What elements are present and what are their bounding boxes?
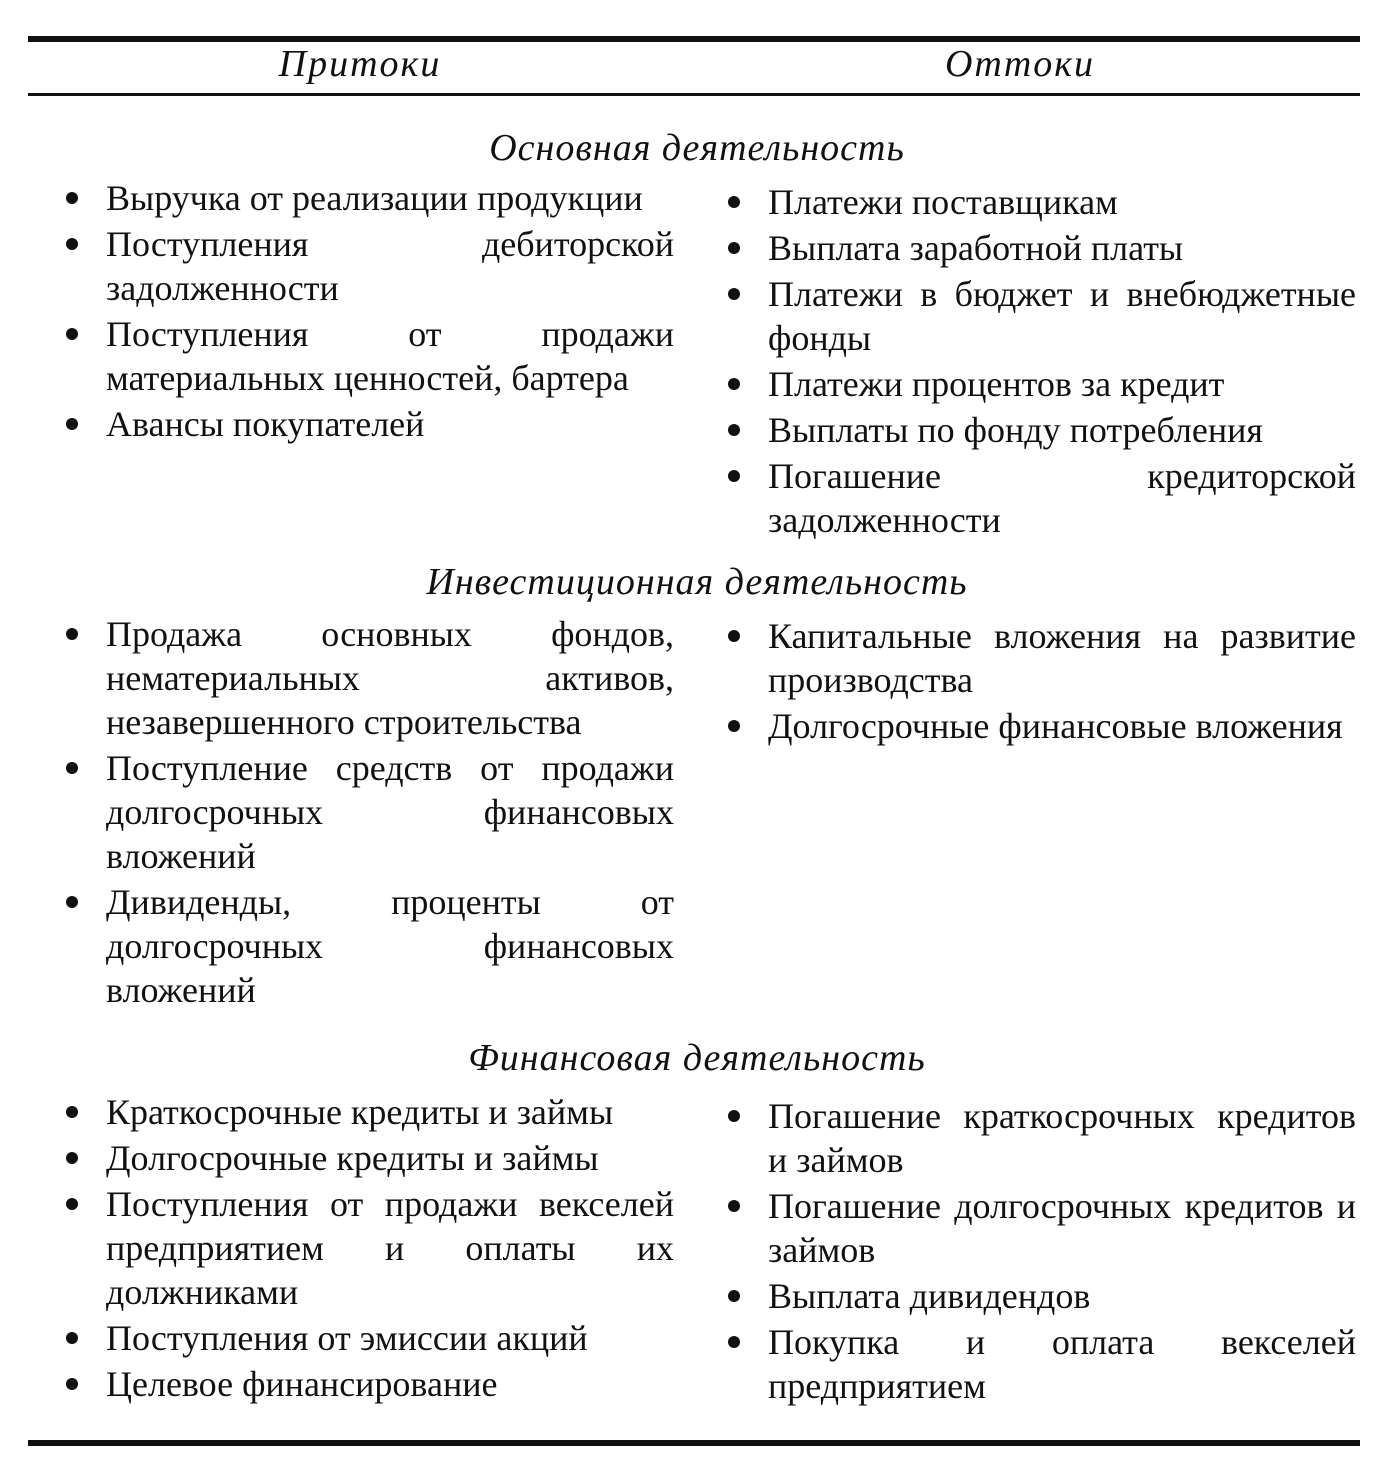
list-item [44,880,674,1012]
bullet-icon [66,896,78,908]
bottom-rule [28,1440,1360,1446]
list-item [706,272,1356,360]
bullet-icon [728,630,740,642]
item-text: Поступления от продажи векселей предприятием и оплаты их должниками [106,1184,674,1312]
list-item [44,746,674,878]
item-text: Выплата заработной платы [768,228,1184,268]
column-header-outflows: Оттоки [944,43,1096,85]
bullet-icon [728,1200,740,1212]
list-item [44,312,674,400]
list-item [706,614,1356,702]
item-text: Авансы покупателей [106,404,425,444]
bullet-icon [728,288,740,300]
bullet-icon [66,192,78,204]
list-item [44,402,674,446]
item-text: Поступления от продажи материальных ценностей, бартера [106,314,674,398]
bullet-icon [66,1106,78,1118]
list-item [706,454,1356,542]
list-item [44,1316,674,1360]
item-text: Платежи процентов за кредит [768,364,1225,404]
item-text: Платежи поставщикам [768,182,1118,222]
bullet-icon [728,196,740,208]
bullet-icon [66,762,78,774]
investing-outflows-list [706,614,1356,750]
list-item [44,1136,674,1180]
item-text: Погашение кредиторской задолженности [768,456,1356,540]
bullet-icon [728,1290,740,1302]
financing-outflows-list [706,1094,1356,1410]
list-item [706,408,1356,452]
item-text: Поступление средств от продажи долгосрочных финансовых вложений [106,748,674,876]
list-item [706,1320,1356,1408]
list-item [706,1274,1356,1318]
list-item [44,222,674,310]
bullet-icon [728,378,740,390]
bullet-icon [728,470,740,482]
item-text: Долгосрочные кредиты и займы [106,1138,599,1178]
investing-inflows-list [44,612,674,1014]
bullet-icon [728,1336,740,1348]
bullet-icon [728,720,740,732]
list-item [44,612,674,744]
list-item [44,1362,674,1406]
bullet-icon [66,328,78,340]
list-item [44,1182,674,1314]
item-text: Погашение долгосрочных кредитов и займов [768,1186,1356,1270]
financing-inflows-list [44,1090,674,1408]
list-item [706,226,1356,270]
bullet-icon [66,1152,78,1164]
item-text: Поступления от эмиссии акций [106,1318,588,1358]
item-text: Капитальные вложения на развитие производства [768,616,1356,700]
list-item [706,180,1356,224]
item-text: Продажа основных фондов, нематериальных активов, незавершенного строительства [106,614,674,742]
bullet-icon [66,1198,78,1210]
item-text: Дивиденды, проценты от долгосрочных финансовых вложений [106,882,674,1010]
bullet-icon [66,1378,78,1390]
column-header-inflows: Притоки [278,43,442,85]
item-text: Краткосрочные кредиты и займы [106,1092,614,1132]
bullet-icon [728,424,740,436]
item-text: Выручка от реализации продукции [106,178,643,218]
item-text: Выплаты по фонду потребления [768,410,1263,450]
item-text: Долгосрочные финансовые вложения [768,706,1343,746]
header-rule [28,93,1360,96]
item-text: Платежи в бюджет и внебюджетные фонды [768,274,1356,358]
bullet-icon [728,1110,740,1122]
list-item [706,1184,1356,1272]
item-text: Погашение краткосрочных кредитов и займов [768,1096,1356,1180]
bullet-icon [66,238,78,250]
operating-outflows-list [706,180,1356,544]
list-item [706,362,1356,406]
bullet-icon [66,628,78,640]
section-title-financing: Финансовая деятельность [468,1037,926,1079]
item-text: Выплата дивидендов [768,1276,1091,1316]
list-item [706,704,1356,748]
list-item [706,1094,1356,1182]
list-item [44,176,674,220]
operating-inflows-list [44,176,674,448]
item-text: Покупка и оплата векселей предприятием [768,1322,1356,1406]
section-title-operating: Основная деятельность [489,127,905,169]
list-item [44,1090,674,1134]
bullet-icon [66,1332,78,1344]
section-title-investing: Инвестиционная деятельность [426,561,968,603]
bullet-icon [728,242,740,254]
bullet-icon [66,418,78,430]
item-text: Целевое финансирование [106,1364,498,1404]
item-text: Поступления дебиторской задолженности [106,224,674,308]
